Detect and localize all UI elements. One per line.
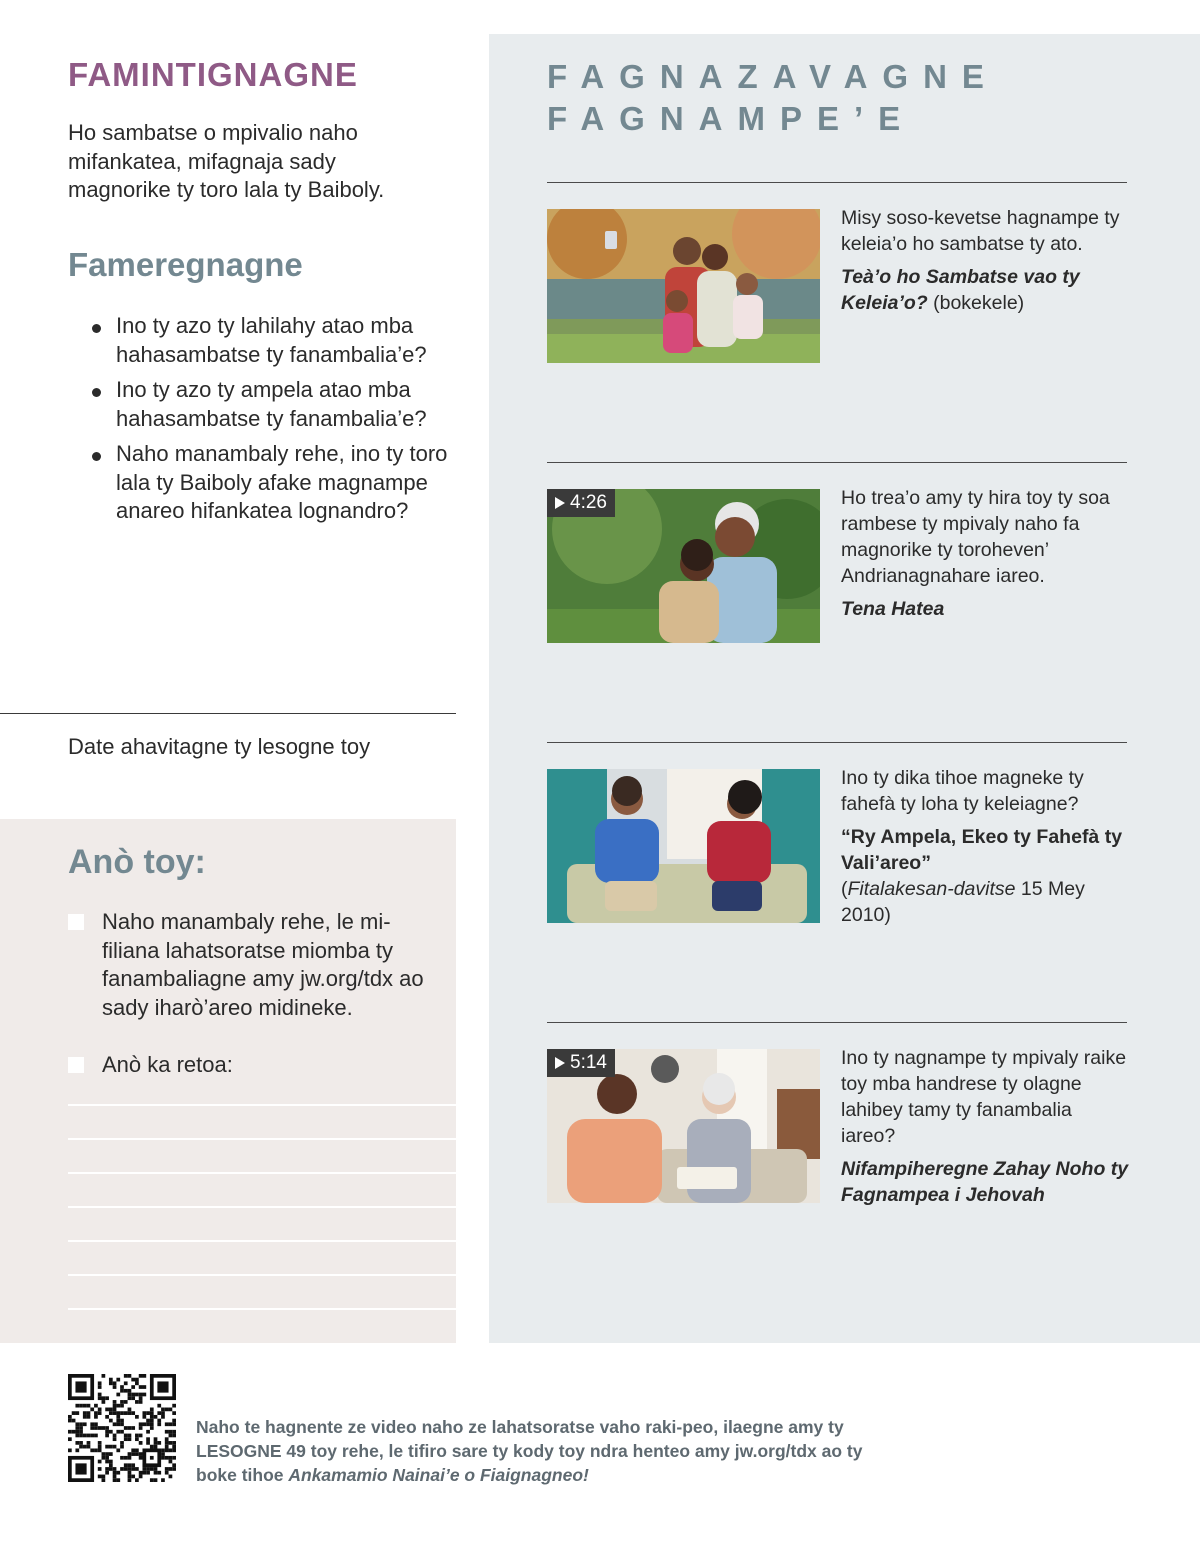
video-duration: 5:14 [570,1052,607,1073]
resource-description: Ino ty nagnampe ty mpivaly raike toy mba handrese ty olagne lahibey tamy ty fanambalia iareo? [841,1047,1127,1147]
resource-title[interactable]: Nifampiheregne Zahay Noho ty Fagnampea i Jehovah [841,1158,1129,1206]
resource-title-link[interactable] [841,596,1131,622]
divider [547,1022,1127,1023]
couple-talking-image[interactable] [547,769,820,923]
family-selfie-illustration [547,209,820,363]
footer-book-title: Ankamamio Nainai’e o Fiaignagneo! [288,1465,589,1485]
resource-description: Ho trea’o amy ty hira toy ty soa rambese ty mpivaly naho fa magnorike ty toroheven’ Andrianagnahare iareo. [841,487,1110,587]
resource-note: (bokekele) [933,292,1025,314]
summary-title: FAMINTIGNAGNE [68,56,358,93]
qr-code[interactable] [68,1374,176,1482]
writing-line[interactable] [68,1206,456,1208]
writing-line[interactable] [68,1138,456,1140]
review-question-text: Ino ty azo ty ampela atao mba hahasambatse ty fanambalia’e? [116,377,427,431]
bullet-icon [92,388,101,397]
review-question [90,312,450,369]
play-icon [555,1057,565,1069]
divider [547,182,1127,183]
review-title: Fameregnagne [68,246,303,283]
resource-source [841,876,1131,928]
resource-text-block [841,1045,1131,1208]
resource-text-block [841,205,1131,316]
couple-talking-illustration [547,769,820,923]
resource-text-block [841,765,1131,928]
review-question [90,440,450,526]
resource-description: Ino ty dika tihoe magneke ty fahefà ty loha ty keleiagne? [841,767,1084,815]
resource-title[interactable]: Tena Hatea [841,598,945,620]
resource-title-link[interactable] [841,824,1131,876]
footer-text [196,1415,896,1487]
footer-text-main: Naho te hagnente ze video naho ze lahatsoratse vaho raki-peo, ilaegne amy ty LESOGNE 49 toy rehe, le tifiro sare ty kody toy ndra henteo amy jw.org/tdx ao ty boke tihoe [196,1417,863,1485]
source-publication: Fitalakesan-davitse [847,878,1016,900]
source-date: 15 Mey 2010) [841,878,1085,926]
writing-line[interactable] [68,1308,456,1310]
writing-line[interactable] [68,1240,456,1242]
bullet-icon [92,324,101,333]
explore-title-line2: FAGNAMPE’E [547,100,916,137]
explore-title [547,56,999,140]
goal-item[interactable] [68,908,428,1022]
date-label: Date ahavitagne ty lesogne toy [68,734,371,759]
video-duration: 4:26 [570,492,607,513]
video-duration-badge [547,489,615,517]
review-question-text: Ino ty azo ty lahilahy atao mba hahasambatse ty fanambalia’e? [116,313,427,367]
goal-title: Anò toy: [68,843,206,881]
writing-line[interactable] [68,1172,456,1174]
resource-title[interactable]: “Ry Ampela, Ekeo ty Fahefà ty Vali’areo” [841,826,1123,874]
goal-panel [0,819,456,1343]
resource-text-block [841,485,1131,622]
review-question-text: Naho manambaly rehe, ino ty toro lala ty Baiboly afake magnampe anareo hifankatea lognandro? [116,441,448,523]
review-question [90,376,450,433]
bullet-icon [92,452,101,461]
review-list [90,312,450,533]
writing-line[interactable] [68,1104,456,1106]
family-selfie-image[interactable] [547,209,820,363]
source-prefix: ( [841,878,848,900]
checkbox[interactable] [68,914,84,930]
summary-text: Ho sambatse o mpivalio naho mifankatea, mifagnaja sady magnorike ty toro lala ty Baiboly. [68,120,385,202]
resource-title-link[interactable] [841,264,1131,316]
goal-item-text: Anò ka retoa: [102,1052,233,1077]
play-icon [555,497,565,509]
explore-title-line1: FAGNAZAVAGNE [547,58,999,95]
writing-line[interactable] [68,1274,456,1276]
resource-title-link[interactable] [841,1156,1131,1208]
goal-item[interactable] [68,1051,428,1080]
resource-title[interactable]: Teà’o ho Sambatse vao ty Keleia’o? [841,266,1080,314]
checkbox[interactable] [68,1057,84,1073]
elderly-couple-image[interactable] [547,489,820,643]
video-duration-badge [547,1049,615,1077]
divider [547,742,1127,743]
qr-code-graphic [68,1374,176,1482]
goal-item-text: Naho manambaly rehe, le mi-filiana lahatsoratse miomba ty fanambaliagne amy jw.org/tdx ao sady iharò’areo midineke. [102,909,424,1020]
resource-description: Misy soso-kevetse hagnampe ty keleia’o ho sambatse ty ato. [841,207,1120,255]
couple-reading-bible-image[interactable] [547,1049,820,1203]
date-line [0,713,456,714]
divider [547,462,1127,463]
